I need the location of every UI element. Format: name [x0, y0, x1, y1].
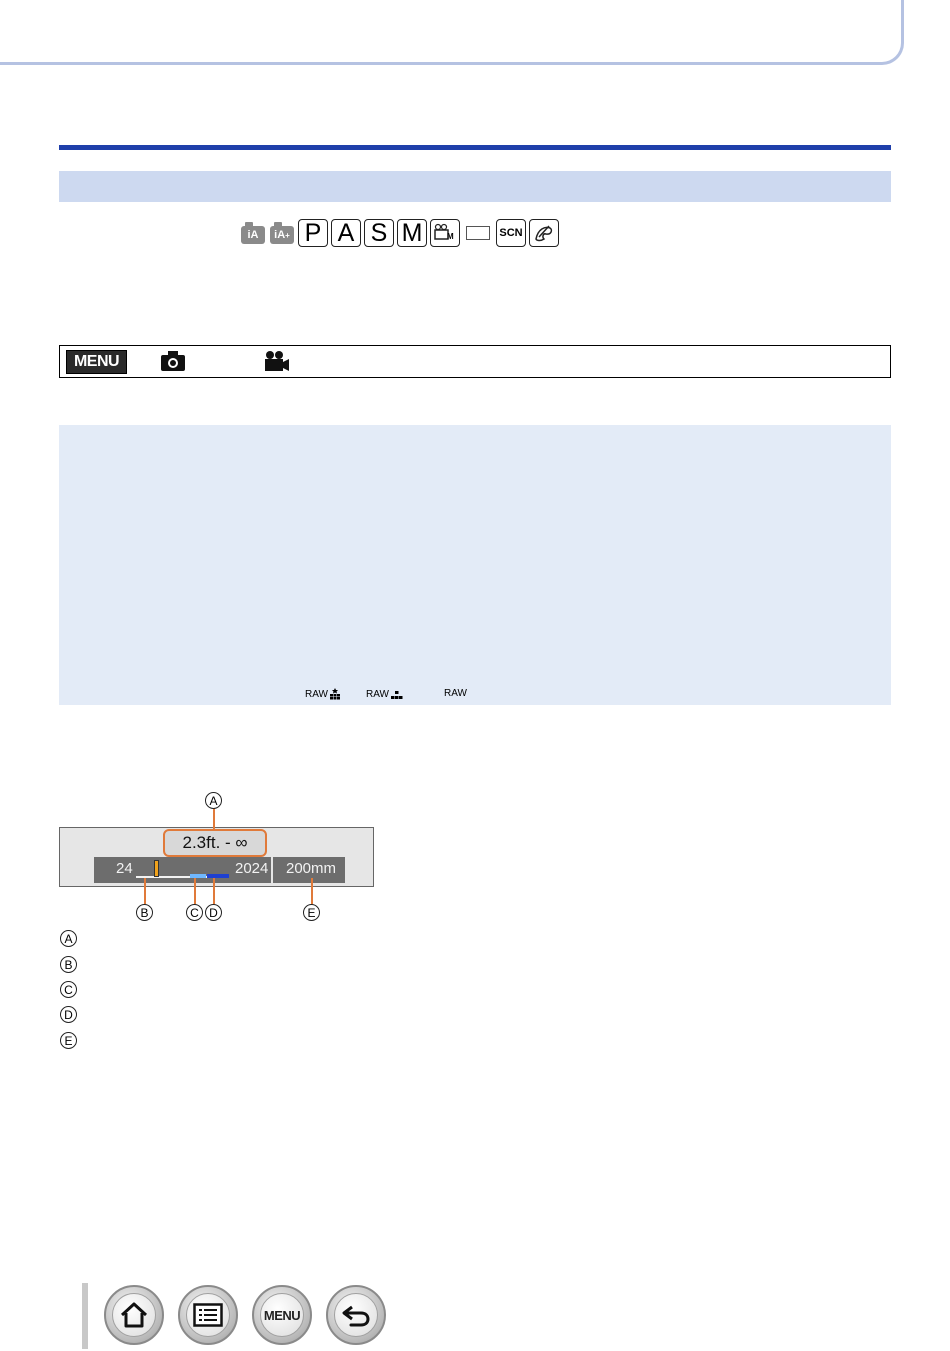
program-mode-icon: P — [298, 219, 328, 247]
callout-line-b — [144, 878, 146, 904]
menu-button-badge: MENU — [66, 350, 127, 374]
callout-letter-a: A — [205, 792, 222, 809]
menu-button[interactable] — [252, 1285, 312, 1345]
zoom-min-label: 24 — [116, 860, 133, 877]
zoom-separator — [271, 857, 273, 883]
raw-label: RAW — [444, 688, 467, 699]
zoom-position-indicator — [154, 860, 159, 877]
callout-letter-c: C — [186, 904, 203, 921]
focus-distance-range: 2.3ft. - ∞ — [163, 829, 267, 857]
callout-line-d — [213, 878, 215, 904]
raw-fine-quality-icon — [305, 688, 341, 700]
movie-camera-icon — [262, 350, 290, 372]
focal-length-label: 200mm — [286, 860, 337, 877]
zoom-range-d — [207, 874, 229, 878]
back-arrow-icon — [341, 1302, 371, 1328]
callout-line-a — [213, 808, 215, 830]
legend-letter-e: E — [60, 1032, 77, 1049]
camera-icon — [160, 350, 186, 372]
callout-line-e — [311, 878, 313, 904]
zoom-max-label: 2024 — [235, 860, 269, 877]
page-header-frame — [0, 0, 904, 65]
aperture-priority-mode-icon: A — [331, 219, 361, 247]
menu-label: MENU — [263, 1307, 301, 1323]
contents-list-icon — [193, 1303, 223, 1327]
raw-label: RAW — [305, 688, 328, 700]
raw-standard-quality-icon — [366, 688, 404, 700]
legend-letter-c: C — [60, 981, 77, 998]
contents-button[interactable] — [178, 1285, 238, 1345]
nav-divider — [82, 1283, 88, 1349]
panorama-mode-icon — [466, 226, 490, 240]
applicable-modes — [240, 218, 559, 248]
callout-letter-b: B — [136, 904, 153, 921]
legend-letter-d: D — [60, 1006, 77, 1023]
callout-letter-d: D — [205, 904, 222, 921]
manual-mode-icon: M — [397, 219, 427, 247]
raw-only-quality-icon — [444, 688, 467, 699]
creative-video-mode-icon — [430, 219, 460, 247]
scene-guide-mode-icon: SCN — [496, 219, 526, 247]
intelligent-auto-mode-icon: iA — [240, 222, 266, 244]
raw-label: RAW — [366, 688, 389, 700]
note-box — [59, 425, 891, 705]
home-icon — [119, 1301, 149, 1329]
subtitle-bar — [59, 171, 891, 202]
legend-letter-b: B — [60, 956, 77, 973]
svg-text:M: M — [447, 232, 454, 241]
home-button[interactable] — [104, 1285, 164, 1345]
callout-line-c — [194, 878, 196, 904]
creative-control-mode-icon — [529, 219, 559, 247]
callout-letter-e: E — [303, 904, 320, 921]
legend-letter-a: A — [60, 930, 77, 947]
section-rule — [59, 145, 891, 150]
shutter-priority-mode-icon: S — [364, 219, 394, 247]
intelligent-auto-plus-mode-icon: iA + — [269, 222, 295, 244]
back-button[interactable] — [326, 1285, 386, 1345]
zoom-range-c — [190, 874, 206, 878]
